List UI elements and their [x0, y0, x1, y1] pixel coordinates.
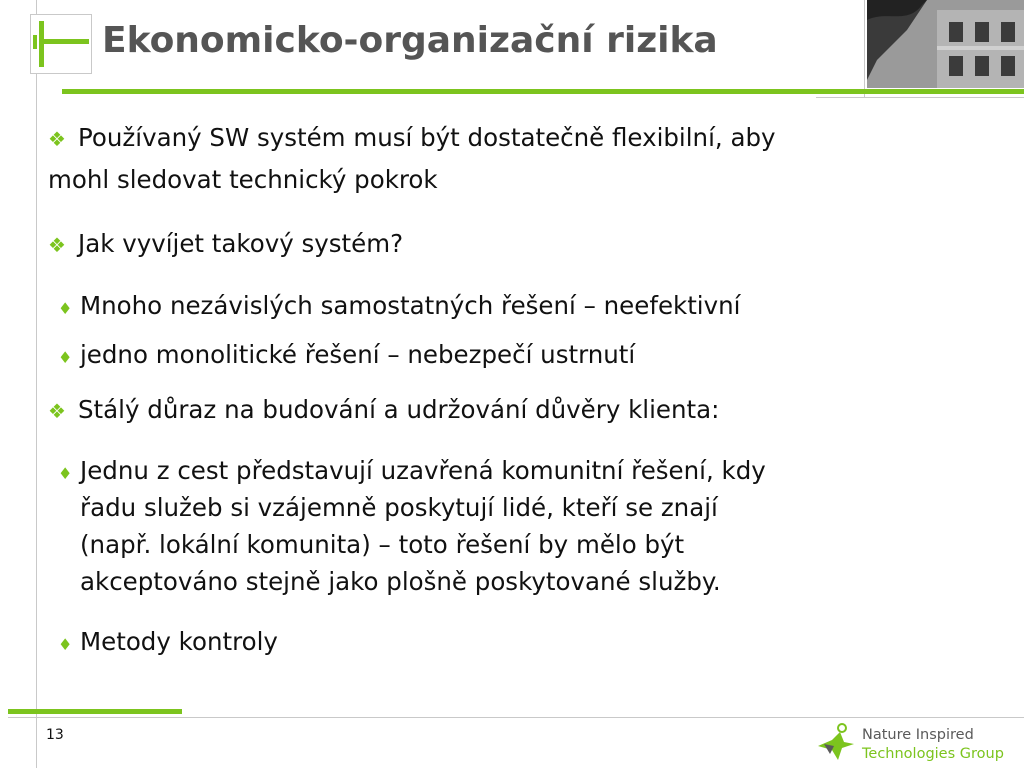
sub-bullet-2-2 [58, 337, 635, 375]
bullet-2 [48, 226, 403, 263]
title-underline [62, 89, 1024, 94]
footer-divider [8, 717, 1024, 718]
bullet-3 [48, 392, 719, 429]
bullet-1-continuation [48, 162, 438, 197]
bullet-text: Stálý důraz na budování a udržování důvěry klienta: [78, 395, 720, 424]
sub-bullet-3-1-line2 [58, 490, 718, 525]
diamond-bullet-icon: ♦ [58, 299, 73, 318]
footer-accent-line [8, 709, 182, 714]
building-photo [867, 0, 1024, 88]
org-name-line1: Nature Inspired [862, 727, 974, 743]
nature-inspired-logo-icon [814, 720, 858, 764]
bullet-text: akceptováno stejně jako plošně poskytované služby. [80, 567, 721, 596]
org-name [862, 726, 1004, 764]
photo-underline [816, 97, 1024, 98]
diamond-bullet-icon: ❖ [48, 399, 66, 423]
slide-title: Ekonomicko-organizační rizika [102, 20, 718, 61]
bullet-text: Používaný SW systém musí být dostatečně flexibilní, aby [78, 123, 776, 152]
bullet-text: řadu služeb si vzájemně poskytují lidé, kteří se znají [80, 493, 718, 522]
nature-inspired-logo [814, 720, 1014, 766]
sub-bullet-3-1-line3 [58, 527, 684, 562]
sub-bullet-2-1 [58, 288, 740, 326]
diamond-bullet-icon: ♦ [58, 635, 73, 654]
sub-bullet-3-2 [58, 624, 278, 662]
page-number: 13 [46, 727, 64, 743]
bullet-text: mohl sledovat technický pokrok [48, 165, 438, 194]
bullet-text: Mnoho nezávislých samostatných řešení – neefektivní [80, 291, 741, 320]
right-divider [864, 0, 865, 97]
bullet-text: Metody kontroly [80, 627, 278, 656]
left-divider [36, 0, 37, 768]
bullet-text: jedno monolitické řešení – nebezpečí ustrnutí [80, 340, 636, 369]
org-name-line2: Technologies Group [862, 746, 1004, 762]
bullet-1 [48, 120, 776, 157]
logo-mark-icon [30, 14, 92, 74]
bullet-text: (např. lokální komunita) – toto řešení by mělo být [80, 530, 685, 559]
sub-bullet-3-1 [58, 453, 766, 491]
diamond-bullet-icon: ♦ [58, 464, 73, 483]
sub-bullet-3-1-line4 [58, 564, 721, 599]
diamond-bullet-icon: ❖ [48, 127, 66, 151]
diamond-bullet-icon: ❖ [48, 233, 66, 257]
bullet-text: Jak vyvíjet takový systém? [78, 229, 404, 258]
bullet-text: Jednu z cest představují uzavřená komunitní řešení, kdy [80, 456, 766, 485]
diamond-bullet-icon: ♦ [58, 348, 73, 367]
